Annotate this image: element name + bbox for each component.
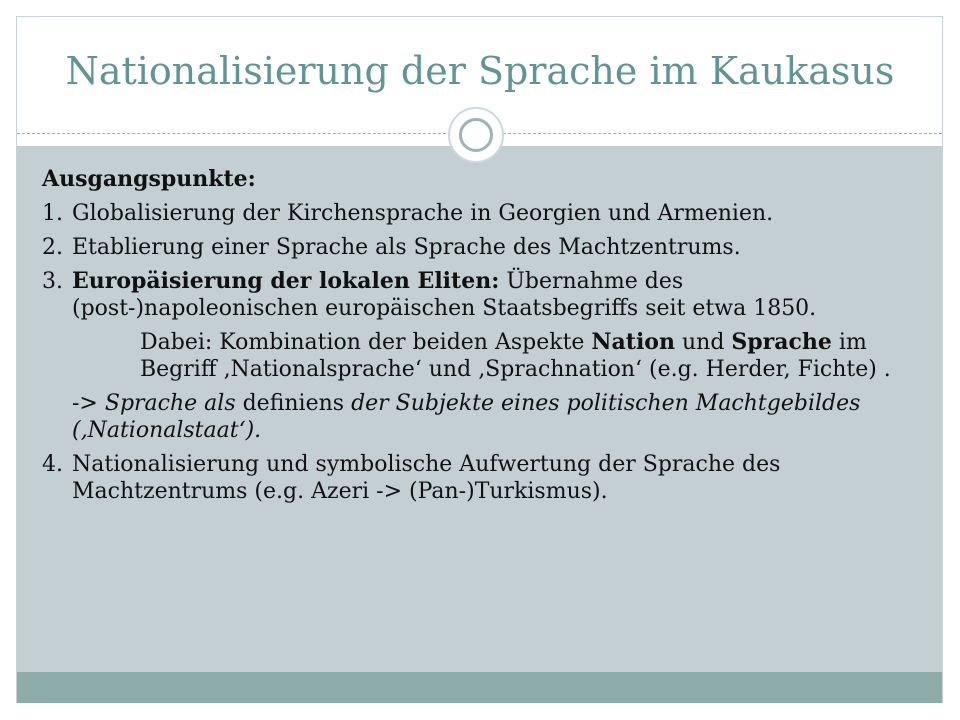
list-item-3	[42, 268, 912, 322]
list-item-bold: Europäisierung der lokalen Eliten:	[72, 268, 500, 294]
list-item-text: Nationalisierung und symbolische Aufwertung der Sprache des Machtzentrums (e.g. Azeri -> (Pan-)Turkismus).	[72, 452, 781, 504]
arrow-italic-1: Sprache als	[104, 391, 236, 416]
list-item-4	[42, 451, 912, 505]
list-number: 4.	[42, 452, 63, 477]
list-item-1	[42, 200, 912, 227]
list-item-text: Etablierung einer Sprache als Sprache des Machtzentrums.	[72, 235, 741, 260]
list-item-text: Globalisierung der Kirchensprache in Georgien und Armenien.	[72, 201, 774, 226]
arrow-plain: definiens	[235, 391, 352, 416]
detail-bold-sprache: Sprache	[731, 329, 832, 355]
slide-body	[42, 166, 912, 505]
arrow-symbol: ->	[72, 391, 105, 416]
circle-ring-inner	[459, 118, 493, 152]
footer-bar	[17, 672, 942, 703]
list-item-2	[42, 234, 912, 261]
arrow-paragraph	[42, 390, 912, 444]
detail-bold-nation: Nation	[591, 329, 675, 355]
list-item-text: Übernahme des (post-)napoleonischen europäischen Staatsbegriffs seit etwa 1850.	[72, 269, 817, 321]
detail-prefix: Dabei: Kombination der beiden Aspekte	[140, 330, 592, 355]
list-number: 1.	[42, 201, 63, 226]
list-number: 3.	[42, 269, 63, 294]
body-heading: Ausgangspunkte:	[42, 166, 256, 192]
circle-ring-icon	[448, 107, 504, 163]
list-number: 2.	[42, 235, 63, 260]
detail-mid: und	[674, 330, 732, 355]
detail-suffix: im Begriff ‚Nationalsprache‘ und ‚Sprachnation‘ (e.g. Herder, Fichte) .	[140, 330, 891, 382]
arrow-italic-2: der Subjekte eines politischen Machtgebildes (‚Nationalstaat‘).	[72, 391, 861, 443]
detail-paragraph	[42, 329, 912, 383]
slide-title: Nationalisierung der Sprache im Kaukasus	[65, 49, 895, 93]
